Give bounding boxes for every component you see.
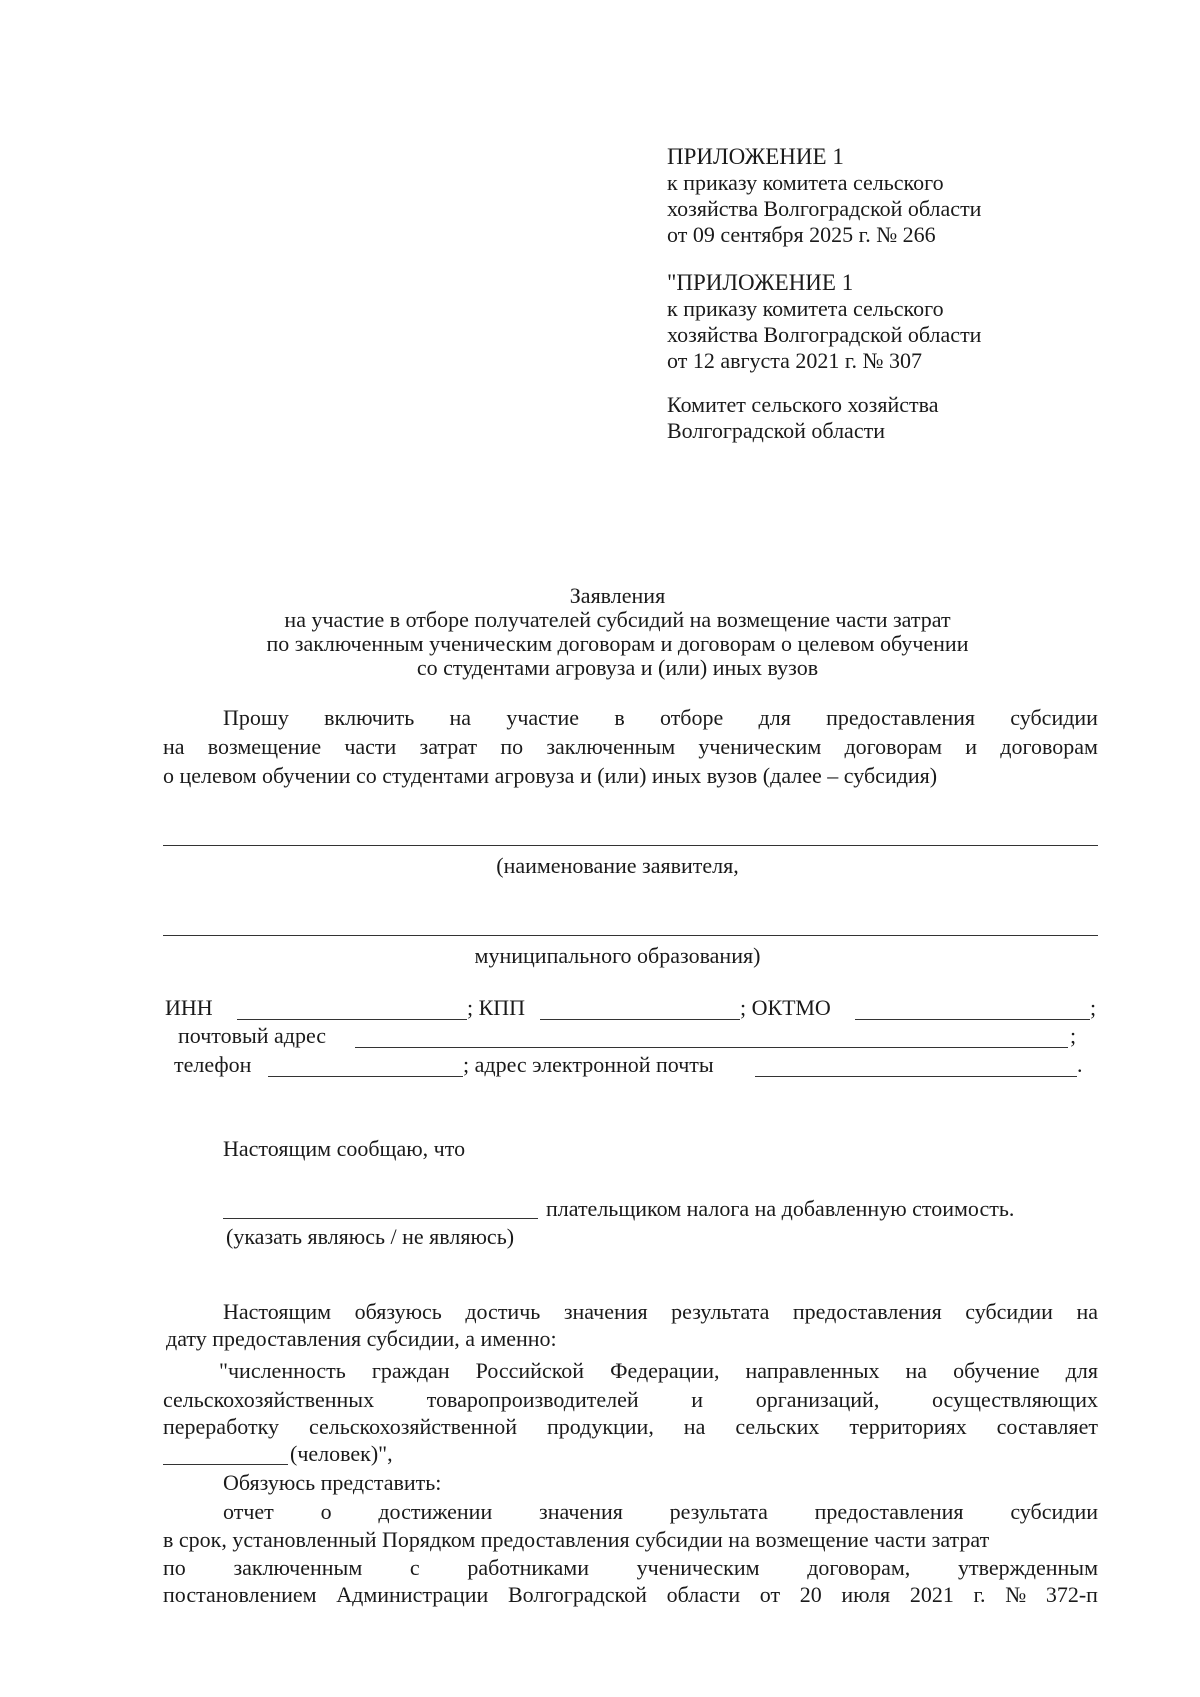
appendix-date-line: от 09 сентября 2025 г. № 266 bbox=[667, 222, 936, 247]
word: и bbox=[965, 734, 978, 759]
word: для bbox=[1065, 1358, 1098, 1383]
appendix-title: "ПРИЛОЖЕНИЕ 1 bbox=[667, 270, 854, 295]
title-line: на участие в отборе получателей субсидий на возмещение части затрат bbox=[284, 607, 951, 632]
word: на bbox=[905, 1358, 928, 1383]
word: предоставления bbox=[814, 1499, 964, 1524]
word: затрат bbox=[419, 734, 478, 759]
postal-address-field[interactable] bbox=[355, 1047, 1068, 1048]
addressee-block bbox=[667, 392, 938, 444]
municipality-caption: муниципального образования) bbox=[474, 943, 761, 968]
email-field[interactable] bbox=[755, 1076, 1077, 1077]
postal-address-label: почтовый адрес bbox=[178, 1023, 327, 1048]
word: от bbox=[759, 1582, 781, 1607]
word: граждан bbox=[371, 1358, 450, 1383]
obligation-line-9: в срок, установленный Порядком предоставления субсидии на возмещение части затрат bbox=[163, 1527, 990, 1552]
word: обязуюсь bbox=[354, 1299, 442, 1324]
title-line: по заключенным ученическим договорам и договорам о целевом обучении bbox=[266, 631, 969, 656]
word: Прошу bbox=[223, 705, 289, 730]
obligation-line-4 bbox=[163, 1387, 1098, 1413]
word: постановлением bbox=[163, 1582, 317, 1607]
appendix-title: ПРИЛОЖЕНИЕ 1 bbox=[667, 144, 844, 169]
inn-label: ИНН bbox=[165, 995, 213, 1020]
word: предоставления bbox=[826, 705, 976, 730]
word: "численность bbox=[219, 1358, 346, 1383]
obligation-line-5 bbox=[163, 1414, 1098, 1440]
word: по bbox=[163, 1555, 186, 1580]
word: в bbox=[614, 705, 625, 730]
word: значения bbox=[539, 1499, 623, 1524]
appendix-order-line: к приказу комитета сельского bbox=[667, 296, 944, 321]
municipality-line[interactable] bbox=[163, 935, 1098, 936]
applicant-name-line[interactable] bbox=[163, 845, 1098, 846]
word: Настоящим bbox=[223, 1299, 332, 1324]
word: июля bbox=[841, 1582, 891, 1607]
appendix-authority-line: хозяйства Волгоградской области bbox=[667, 196, 982, 221]
phone-label: телефон bbox=[174, 1052, 252, 1077]
word: о bbox=[320, 1499, 332, 1524]
inn-field[interactable] bbox=[237, 1019, 467, 1020]
oktmo-field[interactable] bbox=[855, 1019, 1090, 1020]
word: составляет bbox=[996, 1414, 1098, 1439]
word: сельских bbox=[735, 1414, 820, 1439]
word: 2021 bbox=[909, 1582, 954, 1607]
word: Федерации, bbox=[610, 1358, 720, 1383]
word: области bbox=[666, 1582, 741, 1607]
email-end: . bbox=[1077, 1052, 1083, 1077]
word: заключенным bbox=[546, 734, 676, 759]
appendix-authority-line: хозяйства Волгоградской области bbox=[667, 322, 982, 347]
word: направленных bbox=[745, 1358, 880, 1383]
word: работниками bbox=[467, 1555, 589, 1580]
word: отборе bbox=[659, 705, 724, 730]
word: результата bbox=[669, 1499, 768, 1524]
word: достижении bbox=[378, 1499, 493, 1524]
word: возмещение bbox=[207, 734, 322, 759]
phone-field[interactable] bbox=[268, 1076, 463, 1077]
word: 20 bbox=[799, 1582, 822, 1607]
applicant-name-caption: (наименование заявителя, bbox=[496, 853, 739, 878]
addressee-line: Комитет сельского хозяйства bbox=[667, 392, 939, 417]
obligation-line-1 bbox=[223, 1299, 1098, 1325]
word: ученическим bbox=[698, 734, 822, 759]
obligation-line-3 bbox=[219, 1358, 1098, 1384]
word: по bbox=[500, 734, 524, 759]
obligation-line-2: дату предоставления субсидии, а именно: bbox=[166, 1326, 557, 1351]
word: части bbox=[344, 734, 397, 759]
word: утвержденным bbox=[957, 1555, 1098, 1580]
word: значения bbox=[563, 1299, 648, 1324]
citizens-count-field[interactable] bbox=[163, 1464, 288, 1465]
word: ученическим bbox=[636, 1555, 760, 1580]
vat-hint: (указать являюсь / не являюсь) bbox=[226, 1224, 515, 1249]
word: субсидии bbox=[965, 1299, 1053, 1324]
title-line: со студентами агровуза и (или) иных вузов bbox=[416, 655, 819, 680]
postal-address-end: ; bbox=[1070, 1023, 1077, 1048]
obligation-line-10 bbox=[163, 1555, 1098, 1581]
obligation-line-8 bbox=[223, 1499, 1098, 1525]
vat-intro: Настоящим сообщаю, что bbox=[223, 1136, 466, 1161]
word: предоставления bbox=[792, 1299, 942, 1324]
appendix-header-current bbox=[667, 144, 981, 248]
obligation-line-6: (человек)", bbox=[290, 1441, 393, 1466]
word: г. bbox=[973, 1582, 986, 1607]
word: для bbox=[758, 705, 791, 730]
word: осуществляющих bbox=[932, 1387, 1098, 1412]
word: договорам bbox=[844, 734, 943, 759]
word: включить bbox=[324, 705, 415, 730]
request-line-3: о целевом обучении со студентами агровуза и (или) иных вузов (далее – субсидия) bbox=[163, 763, 938, 788]
kpp-label: ; КПП bbox=[467, 995, 526, 1020]
word: договорам, bbox=[807, 1555, 911, 1580]
word: Российской bbox=[475, 1358, 585, 1383]
obligation-line-7: Обязуюсь представить: bbox=[223, 1470, 442, 1495]
appendix-header-original bbox=[667, 270, 981, 374]
word: сельскохозяйственной bbox=[308, 1414, 518, 1439]
obligation-line-11 bbox=[163, 1582, 1098, 1608]
request-line-1 bbox=[223, 705, 1098, 731]
vat-status-field[interactable] bbox=[223, 1218, 538, 1219]
word: результата bbox=[671, 1299, 770, 1324]
word: 372-п bbox=[1045, 1582, 1098, 1607]
appendix-date-line: от 12 августа 2021 г. № 307 bbox=[667, 348, 922, 373]
word: отчет bbox=[223, 1499, 274, 1524]
word: с bbox=[409, 1555, 420, 1580]
vat-statement: плательщиком налога на добавленную стоимость. bbox=[546, 1196, 1015, 1221]
title-line: Заявления bbox=[569, 583, 666, 608]
word: на bbox=[683, 1414, 706, 1439]
word: субсидии bbox=[1010, 1499, 1098, 1524]
word: № bbox=[1005, 1582, 1027, 1607]
word: территориях bbox=[849, 1414, 967, 1439]
word: переработку bbox=[163, 1414, 279, 1439]
word: участие bbox=[506, 705, 580, 730]
word: сельскохозяйственных bbox=[163, 1387, 375, 1412]
application-title bbox=[100, 584, 1135, 680]
word: на bbox=[163, 734, 185, 759]
word: субсидии bbox=[1010, 705, 1098, 730]
oktmo-label: ; ОКТМО bbox=[740, 995, 831, 1020]
word: обучение bbox=[953, 1358, 1040, 1383]
addressee-line: Волгоградской области bbox=[667, 418, 885, 443]
email-label: ; адрес электронной почты bbox=[463, 1052, 714, 1077]
word: договорам bbox=[1000, 734, 1098, 759]
word: на bbox=[1076, 1299, 1098, 1324]
word: Волгоградской bbox=[507, 1582, 647, 1607]
word: заключенным bbox=[233, 1555, 363, 1580]
word: Администрации bbox=[336, 1582, 489, 1607]
word: товаропроизводителей bbox=[426, 1387, 639, 1412]
word: продукции, bbox=[546, 1414, 654, 1439]
kpp-field[interactable] bbox=[540, 1019, 740, 1020]
word: и bbox=[691, 1387, 704, 1412]
word: на bbox=[449, 705, 472, 730]
word: организаций, bbox=[755, 1387, 880, 1412]
word: достичь bbox=[465, 1299, 541, 1324]
oktmo-end: ; bbox=[1090, 995, 1097, 1020]
appendix-order-line: к приказу комитета сельского bbox=[667, 170, 944, 195]
request-line-2 bbox=[163, 734, 1098, 760]
